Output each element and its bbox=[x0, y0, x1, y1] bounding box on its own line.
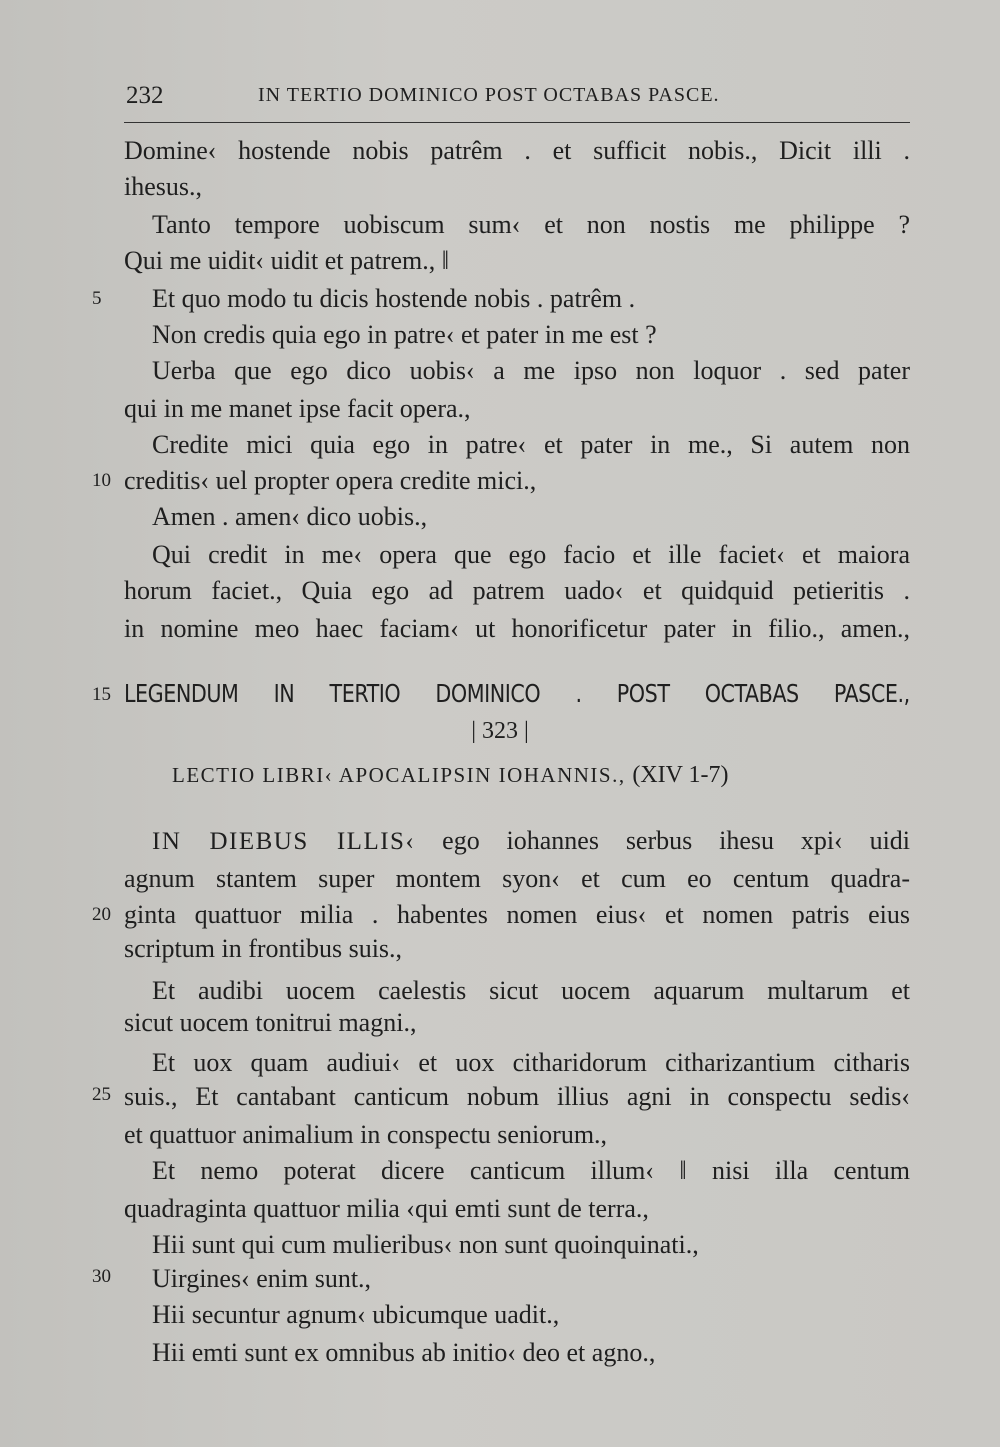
text-line: Hii secuntur agnum‹ ubicumque uadit., bbox=[152, 1300, 560, 1329]
text-line: et quattuor animalium in conspectu seniorum., bbox=[124, 1120, 608, 1149]
section-heading: LEGENDUM IN TERTIO DOMINICO . POST OCTABAS PASCE., bbox=[124, 679, 910, 708]
text-line: Qui credit in me‹ opera que ego facio et ille faciet‹ et maiora bbox=[152, 540, 910, 569]
text-line: Qui me uidit‹ uidit et patrem., ‖ bbox=[124, 246, 450, 275]
text-line: quadraginta quattuor milia ‹qui emti sunt de terra., bbox=[124, 1194, 649, 1223]
text-line: Uerba que ego dico uobis‹ a me ipso non loquor . sed pater bbox=[152, 356, 910, 385]
text-line: Amen . amen‹ dico uobis., bbox=[152, 502, 428, 531]
text-line: Domine‹ hostende nobis patrêm . et sufficit nobis., Dicit illi . bbox=[124, 136, 910, 165]
text-line: Et nemo poterat dicere canticum illum‹ ‖ nisi illa centum bbox=[152, 1156, 910, 1185]
line-number: 10 bbox=[92, 470, 111, 491]
page-reference: | 323 | bbox=[471, 718, 529, 744]
line-number: 30 bbox=[92, 1266, 111, 1287]
text-line: Credite mici quia ego in patre‹ et pater in me., Si autem non bbox=[152, 430, 910, 459]
text-line: ihesus., bbox=[124, 172, 202, 201]
text-line: Tanto tempore uobiscum sum‹ et non nostis me philippe ? bbox=[152, 210, 910, 239]
line-number: 25 bbox=[92, 1084, 111, 1105]
lesson-opening-caps: IN DIEBUS ILLIS‹ bbox=[152, 828, 416, 855]
running-title: IN TERTIO DOMINICO POST OCTABAS PASCE. bbox=[258, 84, 720, 106]
line-number: 15 bbox=[92, 684, 111, 705]
text-line: Hii emti sunt ex omnibus ab initio‹ deo et agno., bbox=[152, 1338, 656, 1367]
text-line: Et uox quam audiui‹ et uox citharidorum citharizantium citharis bbox=[152, 1048, 910, 1077]
text-line: ginta quattuor milia . habentes nomen eius‹ et nomen patris eius bbox=[124, 900, 910, 929]
lesson-subheading bbox=[172, 762, 729, 789]
chapter-reference: (XIV 1-7) bbox=[632, 762, 729, 788]
text-line bbox=[152, 826, 910, 857]
lesson-title: LECTIO LIBRI‹ APOCALIPSIN IOHANNIS., bbox=[172, 763, 626, 787]
line-number: 5 bbox=[92, 288, 102, 309]
text-line: qui in me manet ipse facit opera., bbox=[124, 394, 471, 423]
text-line: Non credis quia ego in patre‹ et pater in me est ? bbox=[152, 320, 657, 349]
text-line: agnum stantem super montem syon‹ et cum eo centum quadra- bbox=[124, 864, 910, 893]
text-line: Hii sunt qui cum mulieribus‹ non sunt quoinquinati., bbox=[152, 1230, 699, 1259]
page-number: 232 bbox=[126, 82, 164, 109]
text-line: in nomine meo haec faciam‹ ut honorificetur pater in filio., amen., bbox=[124, 614, 910, 643]
header-rule bbox=[124, 122, 910, 123]
lesson-opening-text: ego iohannes serbus ihesu xpi‹ uidi bbox=[442, 826, 911, 855]
text-line: Et audibi uocem caelestis sicut uocem aquarum multarum et bbox=[152, 976, 910, 1005]
text-line: horum faciet., Quia ego ad patrem uado‹ et quidquid petieritis . bbox=[124, 576, 910, 605]
text-line: Uirgines‹ enim sunt., bbox=[152, 1264, 372, 1293]
text-line: Et quo modo tu dicis hostende nobis . patrêm . bbox=[152, 284, 636, 313]
line-number: 20 bbox=[92, 904, 111, 925]
text-line: creditis‹ uel propter opera credite mici., bbox=[124, 466, 537, 495]
text-line: suis., Et cantabant canticum nobum illius agni in conspectu sedis‹ bbox=[124, 1082, 910, 1111]
text-line: scriptum in frontibus suis., bbox=[124, 934, 403, 963]
text-line: sicut uocem tonitrui magni., bbox=[124, 1008, 417, 1037]
